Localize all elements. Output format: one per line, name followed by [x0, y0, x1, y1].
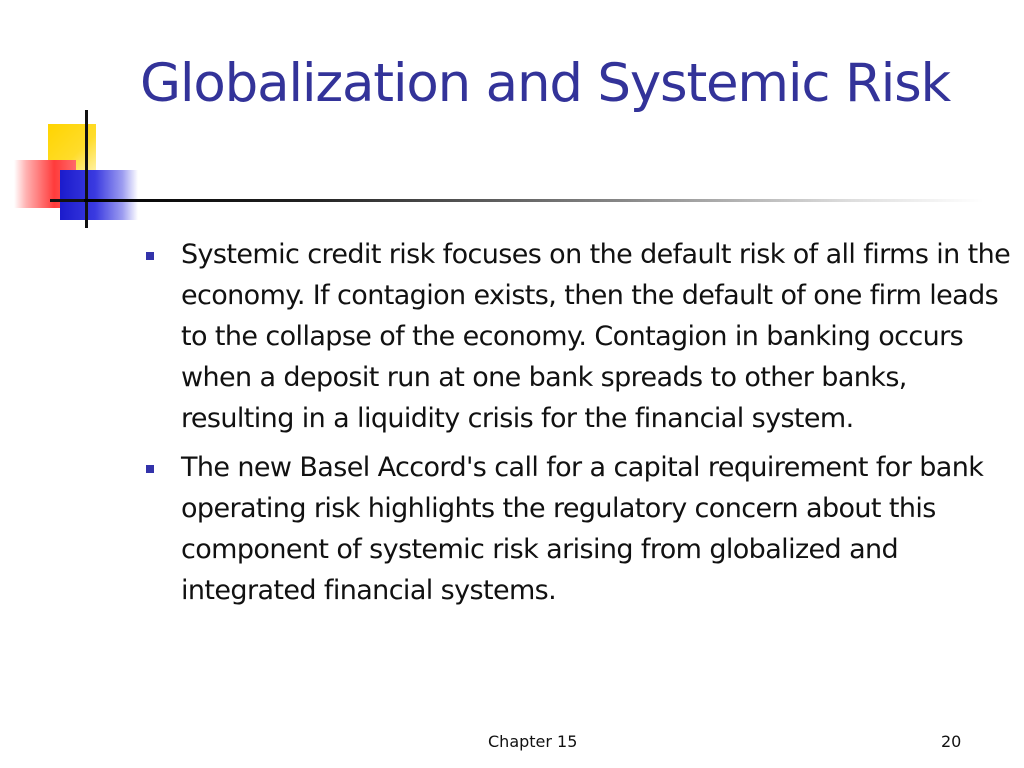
title-underline [84, 199, 984, 202]
square-bullet-icon [146, 465, 154, 473]
bullet-item [142, 447, 1012, 611]
bullet-text: Systemic credit risk focuses on the default risk of all firms in the economy. If contagion exists, then the default of one firm leads to the collapse of the economy. Contagion in banking occurs when a deposit run at one bank spreads to other banks, resulting in a liquidity crisis for the financial system. [181, 239, 1011, 434]
square-bullet-icon [146, 252, 154, 260]
logo-vertical-line [85, 110, 88, 228]
bullet-list [142, 234, 1012, 619]
logo-blue-square [60, 170, 138, 220]
footer-chapter: Chapter 15 [488, 732, 578, 751]
bullet-item [142, 234, 1012, 439]
bullet-text: The new Basel Accord's call for a capital requirement for bank operating risk highlights the regulatory concern about this component of systemic risk arising from globalized and integrated financial systems. [181, 452, 984, 606]
footer-page-number: 20 [941, 732, 962, 751]
slide-title: Globalization and Systemic Risk [140, 53, 951, 114]
corner-logo-icon [0, 0, 150, 240]
